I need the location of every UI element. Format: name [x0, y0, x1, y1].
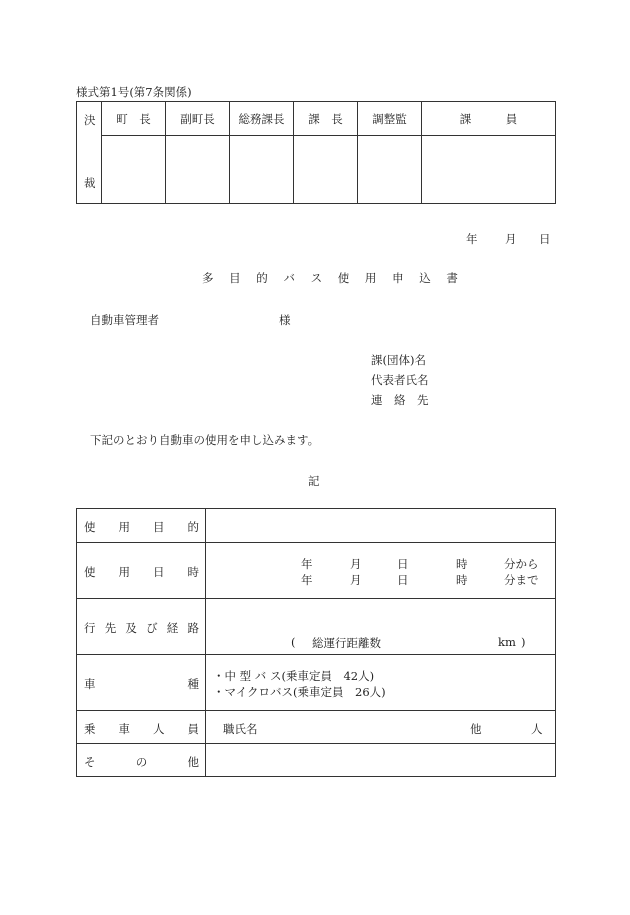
vehicle-option-microbus[interactable]: ・マイクロバス(乗車定員 26人)	[213, 685, 386, 699]
vehicle-option-medium-bus[interactable]: ・中 型 バ ス(乗車定員 42人)	[213, 669, 375, 683]
start-day: 日	[397, 557, 409, 571]
end-hour: 時	[456, 573, 468, 587]
end-month: 月	[350, 573, 362, 587]
passengers-label-char: 車	[118, 722, 130, 736]
route-label-char: 経	[166, 621, 179, 635]
addressee-label: 自動車管理者	[90, 313, 159, 327]
table-row-vehicle	[77, 655, 556, 711]
applicant-dept-label: 課(団体)名	[371, 353, 426, 367]
other-label	[77, 744, 206, 777]
datetime-label	[77, 543, 206, 599]
applicant-representative-label: 代表者氏名	[371, 373, 429, 387]
end-day: 日	[397, 573, 409, 587]
approval-header-general-affairs-chief: 総務課長	[230, 102, 294, 136]
distance-unit: km	[498, 635, 516, 649]
addressee-honorific: 様	[279, 313, 291, 327]
passengers-label-char: 人	[153, 722, 165, 736]
table-row-purpose	[77, 509, 556, 543]
approval-header-section-chief: 課 長	[294, 102, 358, 136]
purpose-label-char: 用	[118, 520, 130, 534]
purpose-label-char: 目	[153, 520, 165, 534]
route-label-char: 先	[104, 621, 117, 635]
approval-header-mayor: 町 長	[102, 102, 166, 136]
application-table	[76, 508, 556, 777]
vehicle-label	[77, 655, 206, 711]
vehicle-field[interactable]	[206, 655, 556, 711]
route-label-char: 行	[84, 621, 96, 635]
start-minute: 分から	[504, 557, 539, 571]
route-label-char: 及	[125, 621, 137, 635]
distance-open-paren: (	[291, 635, 296, 649]
vehicle-label-char: 種	[187, 677, 199, 691]
date-year: 年	[466, 232, 478, 246]
approval-stamp-section-chief[interactable]	[294, 136, 358, 204]
distance-close-paren: )	[521, 635, 526, 649]
end-minute: 分まで	[504, 573, 539, 587]
table-row-datetime	[77, 543, 556, 599]
page-title: 多 目 的 バ ス 使 用 申 込 書	[202, 271, 464, 285]
start-month: 月	[350, 557, 362, 571]
distance-label: 総運行距離数	[312, 636, 381, 650]
datetime-label-char: 用	[118, 565, 130, 579]
datetime-label-char: 時	[187, 565, 199, 579]
start-year: 年	[301, 557, 313, 571]
table-row-passengers	[77, 711, 556, 744]
approval-header-staff: 課 員	[422, 102, 556, 136]
end-year: 年	[301, 573, 313, 587]
approval-table	[76, 101, 556, 204]
datetime-field[interactable]	[206, 543, 556, 599]
datetime-label-char: 使	[84, 565, 96, 579]
route-label-char: 路	[187, 621, 199, 635]
approval-stamp-coordinator[interactable]	[358, 136, 422, 204]
approval-stamp-general-affairs-chief[interactable]	[230, 136, 294, 204]
approval-header-coordinator: 調整監	[358, 102, 422, 136]
table-row-other	[77, 744, 556, 777]
start-hour: 時	[456, 557, 468, 571]
purpose-label-char: 使	[84, 520, 96, 534]
passengers-label-char: 員	[187, 722, 199, 736]
ki-label: 記	[308, 474, 320, 488]
date-day: 日	[539, 232, 551, 246]
purpose-field[interactable]	[206, 509, 556, 543]
passengers-name-label: 職氏名	[223, 722, 258, 736]
approval-stamp-staff[interactable]	[422, 136, 556, 204]
intro-text: 下記のとおり自動車の使用を申し込みます。	[90, 433, 320, 447]
passengers-label	[77, 711, 206, 744]
approval-stamp-deputy-mayor[interactable]	[166, 136, 230, 204]
other-label-char: 他	[187, 755, 199, 769]
approval-stamp-mayor[interactable]	[102, 136, 166, 204]
approval-side-label-top: 決	[84, 113, 96, 127]
route-label	[77, 599, 206, 655]
table-row-route	[77, 599, 556, 655]
passengers-unit: 人	[531, 722, 543, 736]
form-number: 様式第1号(第7条関係)	[76, 85, 192, 99]
approval-side-label	[77, 102, 102, 204]
purpose-label	[77, 509, 206, 543]
passengers-label-char: 乗	[84, 722, 96, 736]
datetime-label-char: 日	[153, 565, 165, 579]
route-field[interactable]	[206, 599, 556, 655]
route-label-char: び	[146, 621, 158, 635]
approval-header-deputy-mayor: 副町長	[166, 102, 230, 136]
passengers-others-label: 他	[470, 722, 482, 736]
applicant-contact-label: 連 絡 先	[371, 393, 429, 407]
other-label-char: の	[135, 755, 148, 769]
vehicle-label-char: 車	[84, 677, 96, 691]
passengers-field[interactable]	[206, 711, 556, 744]
other-label-char: そ	[84, 755, 96, 769]
other-field[interactable]	[206, 744, 556, 777]
date-month: 月	[505, 232, 517, 246]
purpose-label-char: 的	[187, 520, 199, 534]
approval-side-label-bottom: 裁	[84, 176, 96, 190]
